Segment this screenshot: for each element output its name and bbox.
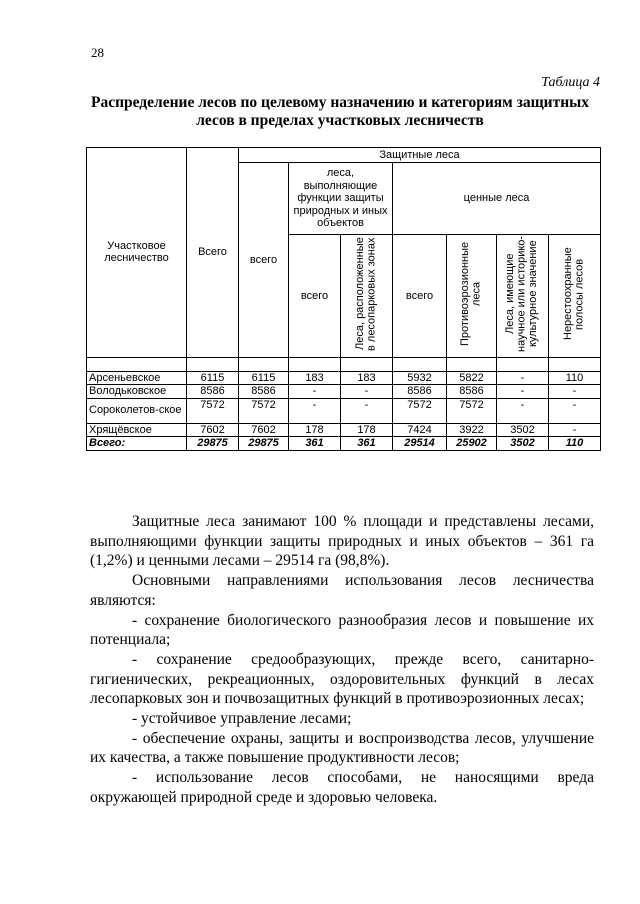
header-pf-total: всего [289,235,341,358]
paragraph-directions-intro: Основными направлениями использования лесов лесничества являются: [90,572,594,609]
header-scientific-text: Леса, имеющие научное или историко-культурное значение [504,235,540,353]
header-district: Участковое лесничество [87,148,187,358]
table-title-line-1: Распределение лесов по целевому назначению и категориям защитных [90,94,589,111]
table-total-row: Всего: 29875 29875 361 361 29514 25902 3502 110 [87,437,601,451]
table-row: Сороколетов-ское 7572 7572 - - 7572 7572 - - [87,398,601,423]
table-title-line-2: лесов в пределах участковых лесничеств [196,112,484,129]
list-item: - обеспечение охраны, защиты и воспроизводства лесов, улучшение их качества, а также повышение продуктивности лесов; [90,729,594,767]
header-forest-park-text: Леса, расположенные в лесопарковых зонах [354,237,378,351]
header-scientific [497,235,549,358]
table-row: Хрящёвское 7602 7602 178 178 7424 3922 3502 - [87,423,601,437]
header-anti-erosion-text: Противоэрозионные леса [459,241,483,347]
header-protective: Защитные леса [239,148,601,163]
list-item: - устойчивое управление лесами; [132,710,352,728]
header-anti-erosion [447,235,497,358]
blank-row [87,357,601,371]
forest-distribution-table [86,147,601,451]
table-row: Володьковское 8586 8586 - - 8586 8586 - - [87,385,601,399]
list-item: - использование лесов способами, не наносящими вреда окружающей природной среде и здоровью человека. [90,769,594,806]
header-val-total: всего [393,235,447,358]
header-protection-functions: леса, выполняющие функции защиты природных и иных объектов [289,163,393,235]
header-spawning [549,235,601,358]
table-label: Таблица 4 [541,75,600,90]
page-number: 28 [91,45,104,60]
paragraph-protective-share: Защитные леса занимают 100 % площади и представлены лесами, выполняющими функции защиты природных и иных объектов – 361 га (1,2%) и ценными лесами – 29514 га (98,8%). [90,513,594,570]
table-title [60,94,620,130]
header-forest-park [341,235,393,358]
header-protective-total: всего [239,163,289,358]
header-valuable: ценные леса [393,163,601,235]
list-item: - сохранение биологического разнообразия лесов и повышение их потенциала; [90,611,594,649]
list-item: - сохранение средообразующих, прежде всего, санитарно-гигиенических, рекреационных, оздоровительных функций в лесах лесопарковых зон и почвозащитных функций в противоэрозионных лесах; [90,650,594,708]
table-row: Арсеньевское 6115 6115 183 183 5932 5822 - 110 [87,371,601,385]
header-total: Всего [187,148,239,358]
header-spawning-text: Нерестоохранные полосы лесов [562,247,586,341]
body-text [90,512,594,808]
